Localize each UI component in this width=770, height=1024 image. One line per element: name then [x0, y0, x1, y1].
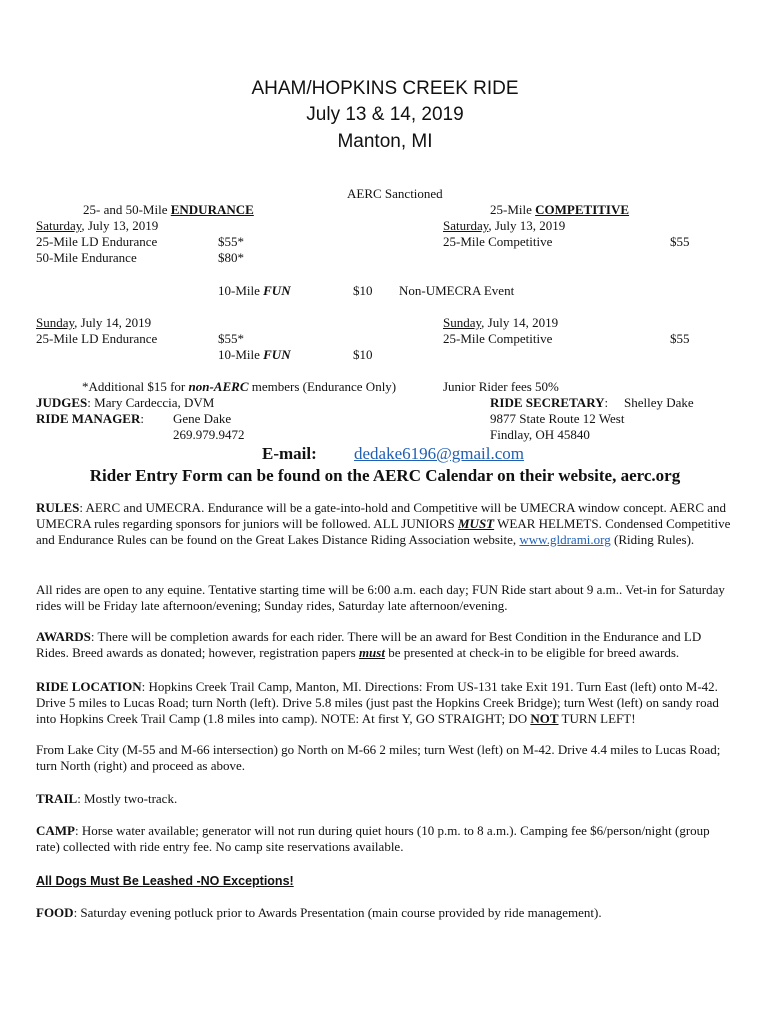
junior-fee-note: Junior Rider fees 50% — [443, 379, 559, 394]
secretary-label: RIDE SECRETARY — [490, 395, 605, 410]
surcharge-prefix: *Additional $15 for — [82, 379, 189, 394]
awards-label: AWARDS — [36, 629, 91, 644]
competitive-heading-prefix: 25-Mile — [490, 202, 536, 217]
sun-competitive-fee: $55 — [670, 331, 690, 346]
sat-ld-endurance-fee: $55* — [218, 234, 244, 249]
gldrami-link[interactable]: www.gldrami.org — [519, 532, 611, 547]
sun-ld-endurance-fee: $55* — [218, 331, 244, 346]
rides-open-paragraph: All rides are open to any equine. Tentative starting time will be 6:00 a.m. each day; FUN Ride start about 9 a.m.. Vet-in for Saturday rides will be Friday late afternoon/evening; Sunday rides, Saturday late afternoon/evening. — [36, 582, 725, 613]
rules-text-continued: WEAR HELMETS. Condensed Competitive and Endurance Rules can be found on the Great Lakes Distance Riding Association website, — [36, 516, 731, 547]
rules-label: RULES — [36, 500, 80, 515]
manager-phone: 269.979.9472 — [173, 427, 245, 442]
sun-ld-endurance-event: 25-Mile LD Endurance — [36, 331, 158, 346]
secretary-line — [490, 395, 608, 411]
competitive-heading — [490, 202, 629, 218]
rules-text-end: (Riding Rules). — [610, 532, 695, 547]
judges-value: : Mary Cardeccia, DVM — [87, 395, 215, 410]
fun-word: FUN — [263, 347, 291, 362]
judges-line — [36, 395, 214, 411]
judges-label: JUDGES — [36, 395, 88, 410]
sat-competitive-fee: $55 — [670, 234, 690, 249]
sat-ld-endurance-event: 25-Mile LD Endurance — [36, 234, 158, 249]
sat-50-endurance-fee: $80* — [218, 250, 244, 265]
location-not: NOT — [530, 711, 559, 726]
secretary-colon: : — [604, 395, 609, 410]
non-aerc-surcharge-note — [82, 379, 396, 395]
fun-ride-label: 10-Mile — [218, 283, 264, 298]
endurance-sunday-date — [36, 315, 151, 331]
saturday-date: , July 13, 2019 — [488, 218, 566, 233]
sunday-date: , July 14, 2019 — [74, 315, 152, 330]
trail-paragraph — [36, 791, 736, 807]
location-text: : Hopkins Creek Trail Camp, Manton, MI. Directions: From US-131 take Exit 191. Turn East (left) onto M-42. Drive 5 miles to Lucas Road; turn North (left). Drive 5.8 miles (just past the Hopkins Creek Bridge); turn West (left) on sandy road into Hopkins Creek Trail Camp (1.8 miles into camp). NOTE: At first Y, GO STRAIGHT; DO — [36, 679, 719, 726]
endurance-saturday-date — [36, 218, 158, 234]
secretary-address-line2: Findlay, OH 45840 — [490, 427, 590, 442]
location-label: RIDE LOCATION — [36, 679, 142, 694]
fun-non-umecra-note: Non-UMECRA Event — [399, 283, 515, 298]
competitive-sunday-date — [443, 315, 558, 331]
sanction-note: AERC Sanctioned — [347, 186, 443, 201]
location-text-continued: TURN LEFT! — [558, 711, 636, 726]
ride-dates: July 13 & 14, 2019 — [306, 104, 464, 125]
food-text: : Saturday evening potluck prior to Awards Presentation (main course provided by ride management). — [73, 905, 602, 920]
competitive-heading-word: COMPETITIVE — [535, 202, 630, 217]
sat-competitive-event: 25-Mile Competitive — [443, 234, 553, 249]
food-label: FOOD — [36, 905, 74, 920]
secretary-name: Shelley Dake — [624, 395, 694, 410]
manager-colon: : — [140, 411, 144, 426]
sunday-label: Sunday — [36, 315, 75, 330]
awards-text: : There will be completion awards for each rider. There will be an award for Best Condition in the Endurance and LD Rides. Breed awards as donated; however, registration papers — [36, 629, 702, 660]
awards-must: must — [358, 645, 385, 660]
sun-fun-fee: $10 — [353, 347, 373, 362]
sunday-date: , July 14, 2019 — [481, 315, 559, 330]
fun-ride-label: 10-Mile — [218, 347, 264, 362]
non-aerc-word: non-AERC — [188, 379, 249, 394]
camp-label: CAMP — [36, 823, 75, 838]
competitive-saturday-date — [443, 218, 565, 234]
rules-must: MUST — [458, 516, 495, 531]
sat-fun-fee: $10 — [353, 283, 373, 298]
saturday-label: Saturday — [443, 218, 489, 233]
lake-city-directions: From Lake City (M-55 and M-66 intersection) go North on M-66 2 miles; turn West (left) on M-42. Drive 4.4 miles to Lucas Road; turn North (right) and proceed as above. — [36, 742, 721, 773]
entry-form-note: Rider Entry Form can be found on the AERC Calendar on their website, aerc.org — [89, 466, 681, 485]
manager-label: RIDE MANAGER — [36, 411, 141, 426]
trail-label: TRAIL — [36, 791, 78, 806]
sun-fun-ride — [218, 347, 291, 363]
email-link[interactable] — [354, 443, 524, 464]
dogs-leashed-notice: All Dogs Must Be Leashed -NO Exceptions! — [36, 874, 294, 888]
surcharge-suffix: members (Endurance Only) — [248, 379, 397, 394]
secretary-address-line1: 9877 State Route 12 West — [490, 411, 625, 426]
location-paragraph — [36, 679, 736, 727]
sat-50-endurance-event: 50-Mile Endurance — [36, 250, 137, 265]
email-label: E-mail: — [262, 444, 317, 463]
rules-text: : AERC and UMECRA. Endurance will be a gate-into-hold and Competitive will be UMECRA window concept. AERC and UMECRA rules regarding sponsors for juniors will be followed. ALL JUNIORS — [36, 500, 727, 531]
endurance-heading — [83, 202, 254, 218]
sat-fun-ride — [218, 283, 291, 299]
trail-text: : Mostly two-track. — [77, 791, 178, 806]
saturday-date: , July 13, 2019 — [81, 218, 159, 233]
ride-title: AHAM/HOPKINS CREEK RIDE — [251, 78, 519, 99]
manager-line — [36, 411, 144, 427]
endurance-heading-prefix: 25- and 50-Mile — [83, 202, 171, 217]
manager-name: Gene Dake — [173, 411, 232, 426]
sun-competitive-event: 25-Mile Competitive — [443, 331, 553, 346]
fun-word: FUN — [263, 283, 291, 298]
awards-paragraph — [36, 629, 736, 661]
awards-text-continued: be presented at check-in to be eligible for breed awards. — [384, 645, 680, 660]
saturday-label: Saturday — [36, 218, 82, 233]
ride-location-title: Manton, MI — [337, 131, 433, 152]
camp-paragraph — [36, 823, 736, 855]
endurance-heading-word: ENDURANCE — [170, 202, 254, 217]
camp-text: : Horse water available; generator will not run during quiet hours (10 p.m. to 8 a.m.). Camping fee $6/person/night (group rate) collected with ride entry fee. No camp site reservations available. — [36, 823, 710, 854]
food-paragraph — [36, 905, 736, 921]
email-address[interactable]: dedake6196@gmail.com — [354, 444, 525, 463]
rules-paragraph — [36, 500, 736, 548]
sunday-label: Sunday — [443, 315, 482, 330]
